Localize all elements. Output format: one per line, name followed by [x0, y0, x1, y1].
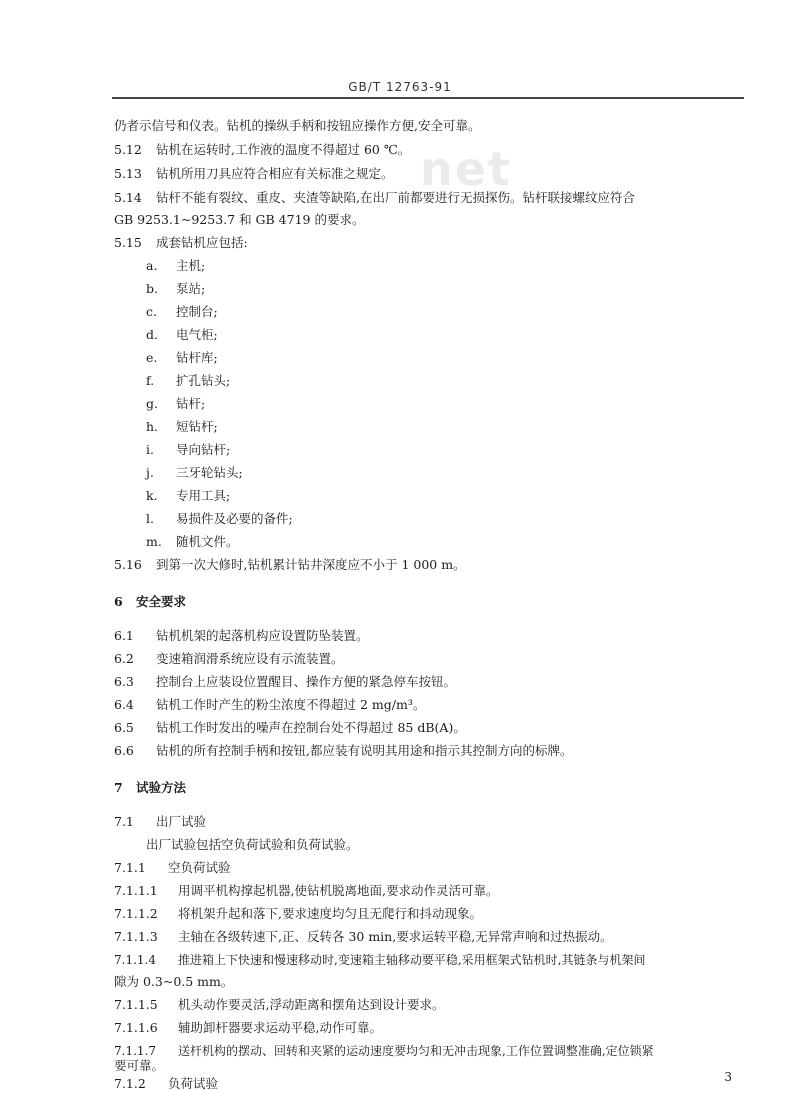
list-item: b. 泵站;	[146, 281, 206, 296]
list-item: i. 导向钻杆;	[146, 442, 231, 457]
clause-7-1-1-5: 7.1.1.5 机头动作要灵活,浮动距离和摆角达到设计要求。	[114, 997, 445, 1012]
clause-7-1-1-1: 7.1.1.1 用调平机构撑起机器,使钻机脱离地面,要求动作灵活可靠。	[114, 883, 499, 898]
page-number: 3	[724, 1070, 732, 1084]
list-item: h. 短钻杆;	[146, 419, 218, 434]
clause-5-12: 5.12 钻机在运转时,工作液的温度不得超过 60 ℃。	[114, 142, 411, 157]
clause-5-15: 5.15 成套钻机应包括:	[114, 235, 248, 250]
clause-6-3: 6.3 控制台上应装设位置醒目、操作方便的紧急停车按钮。	[114, 674, 457, 689]
text-line: 隙为 0.3~0.5 mm。	[114, 974, 234, 989]
clause-7-1-1-4: 7.1.1.4 推进箱上下快速和慢速移动时,变速箱主轴移动要平稳,采用框架式钻机时,其链条与机架间	[114, 953, 646, 967]
clause-6-6: 6.6 钻机的所有控制手柄和按钮,都应装有说明其用途和指示其控制方向的标牌。	[114, 743, 573, 758]
list-item: f. 扩孔钻头;	[146, 373, 231, 388]
list-item: m. 随机文件。	[146, 534, 239, 549]
clause-5-16: 5.16 到第一次大修时,钻机累计钻井深度应不小于 1 000 m。	[114, 557, 466, 572]
watermark: net	[420, 142, 512, 196]
clause-7-1-1-7: 7.1.1.7 送杆机构的摆动、回转和夹紧的运动速度要均匀和无冲击现象,工作位置调整准确,定位锁紧	[114, 1044, 654, 1058]
section-6-heading: 6 安全要求	[114, 594, 187, 609]
text-line: 仍者示信号和仪表。钻机的操纵手柄和按钮应操作方便,安全可靠。	[114, 118, 481, 133]
clause-7-1: 7.1 出厂试验	[114, 814, 207, 829]
clause-6-2: 6.2 变速箱润滑系统应设有示流装置。	[114, 651, 344, 666]
clause-5-13: 5.13 钻机所用刀具应符合相应有关标准之规定。	[114, 166, 394, 181]
list-item: a. 主机;	[146, 258, 206, 273]
clause-6-4: 6.4 钻机工作时产生的粉尘浓度不得超过 2 mg/m³。	[114, 697, 426, 712]
clause-7-1-1-6: 7.1.1.6 辅助卸杆器要求运动平稳,动作可靠。	[114, 1020, 382, 1035]
list-item: g. 钻杆;	[146, 396, 206, 411]
list-item: d. 电气柜;	[146, 327, 218, 342]
clause-7-1-2: 7.1.2 负荷试验	[114, 1076, 219, 1091]
clause-7-1-1: 7.1.1 空负荷试验	[114, 860, 231, 875]
clause-6-5: 6.5 钻机工作时发出的噪声在控制台处不得超过 85 dB(A)。	[114, 720, 466, 735]
clause-6-1: 6.1 钻机机架的起落机构应设置防坠装置。	[114, 628, 369, 643]
list-item: c. 控制台;	[146, 304, 218, 319]
text-line: 出厂试验包括空负荷试验和负荷试验。	[146, 837, 359, 852]
list-item: e. 钻杆库;	[146, 350, 218, 365]
clause-5-14-cont: GB 9253.1~9253.7 和 GB 4719 的要求。	[114, 212, 365, 227]
clause-7-1-1-2: 7.1.1.2 将机架升起和落下,要求速度均匀且无爬行和抖动现象。	[114, 906, 482, 921]
list-item: k. 专用工具;	[146, 488, 231, 503]
text-line: 要可靠。	[114, 1058, 165, 1073]
clause-5-14: 5.14 钻杆不能有裂纹、重皮、夹渣等缺陷,在出厂前都要进行无损探伤。钻杆联接螺纹应符合	[114, 190, 635, 205]
header-rule	[112, 97, 744, 99]
clause-7-1-1-3: 7.1.1.3 主轴在各级转速下,正、反转各 30 min,要求运转平稳,无异常声响和过热振动。	[114, 929, 613, 944]
list-item: l. 易损件及必要的备件;	[146, 511, 293, 526]
list-item: j. 三牙轮钻头;	[146, 465, 243, 480]
standard-header: GB/T 12763-91	[348, 80, 452, 94]
section-7-heading: 7 试验方法	[114, 780, 187, 795]
